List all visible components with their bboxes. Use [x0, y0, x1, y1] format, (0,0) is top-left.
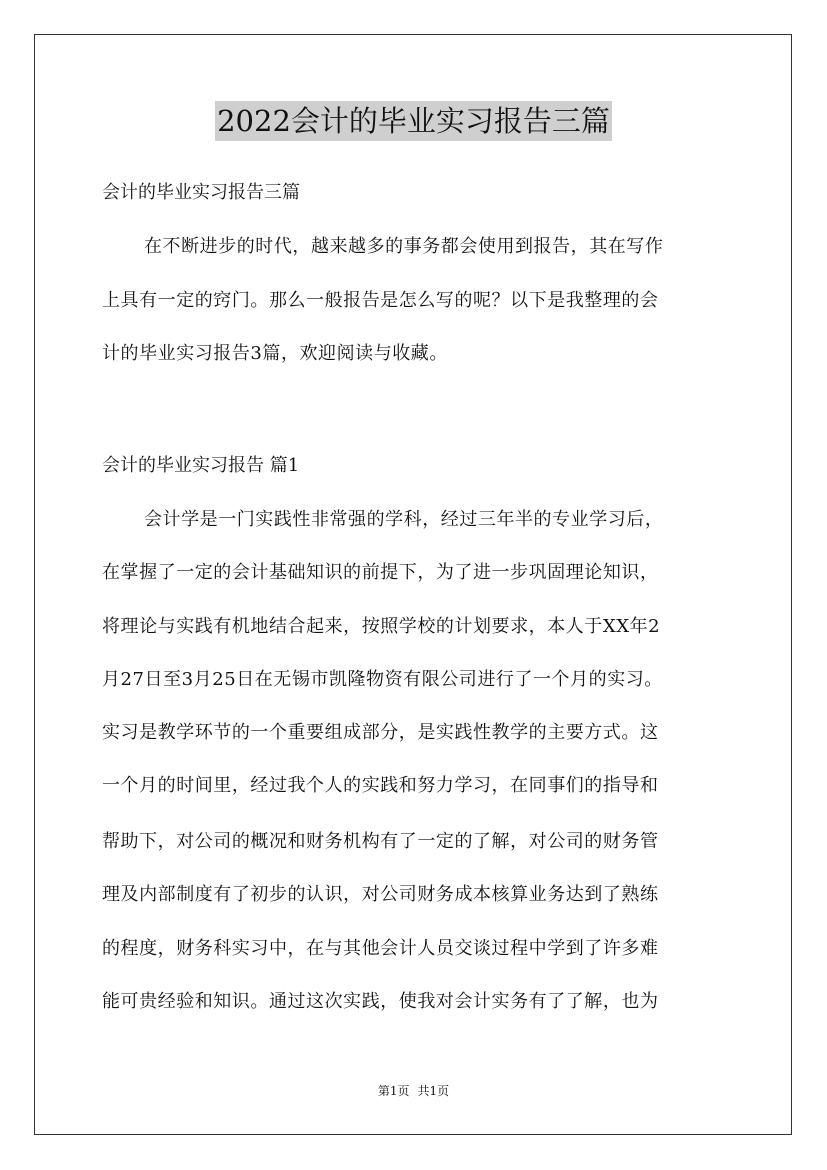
section1-line-3: 将理论与实践有机地结合起来，按照学校的计划要求，本人于XX年2 — [102, 616, 661, 637]
section1-line-7: 帮助下，对公司的概况和财务机构有了一定的了解，对公司的财务管 — [102, 831, 659, 852]
document-title — [0, 101, 827, 146]
document-title-text: 2022会计的毕业实习报告三篇 — [215, 101, 612, 141]
section1-line-2: 在掌握了一定的会计基础知识的前提下，为了进一步巩固理论知识， — [102, 562, 659, 583]
section1-line-5: 实习是教学环节的一个重要组成部分，是实践性教学的主要方式。这 — [102, 722, 659, 743]
intro-line-3: 计的毕业实习报告3篇，欢迎阅读与收藏。 — [102, 343, 448, 364]
page-number: 第1页 — [377, 1084, 410, 1098]
intro-line-1: 在不断进步的时代，越来越多的事务都会使用到报告，其在写作 — [144, 236, 664, 257]
page-footer — [0, 1083, 827, 1099]
section1-line-6: 一个月的时间里，经过我个人的实践和努力学习，在同事们的指导和 — [102, 775, 659, 796]
document-subtitle: 会计的毕业实习报告三篇 — [102, 182, 300, 203]
page-total: 共1页 — [417, 1084, 450, 1098]
intro-line-2: 上具有一定的窍门。那么一般报告是怎么写的呢？以下是我整理的会 — [102, 290, 659, 311]
section1-line-8: 理及内部制度有了初步的认识，对公司财务成本核算业务达到了熟练 — [102, 884, 659, 905]
section1-line-10: 能可贵经验和知识。通过这次实践，使我对会计实务有了了解，也为 — [102, 991, 659, 1012]
section1-line-4: 月27日至3月25日在无锡市凯隆物资有限公司进行了一个月的实习。 — [102, 669, 663, 690]
section-heading-1: 会计的毕业实习报告 篇1 — [102, 455, 300, 476]
section1-line-9: 的程度，财务科实习中，在与其他会计人员交谈过程中学到了许多难 — [102, 938, 659, 959]
section1-line-1: 会计学是一门实践性非常强的学科，经过三年半的专业学习后， — [144, 509, 664, 530]
